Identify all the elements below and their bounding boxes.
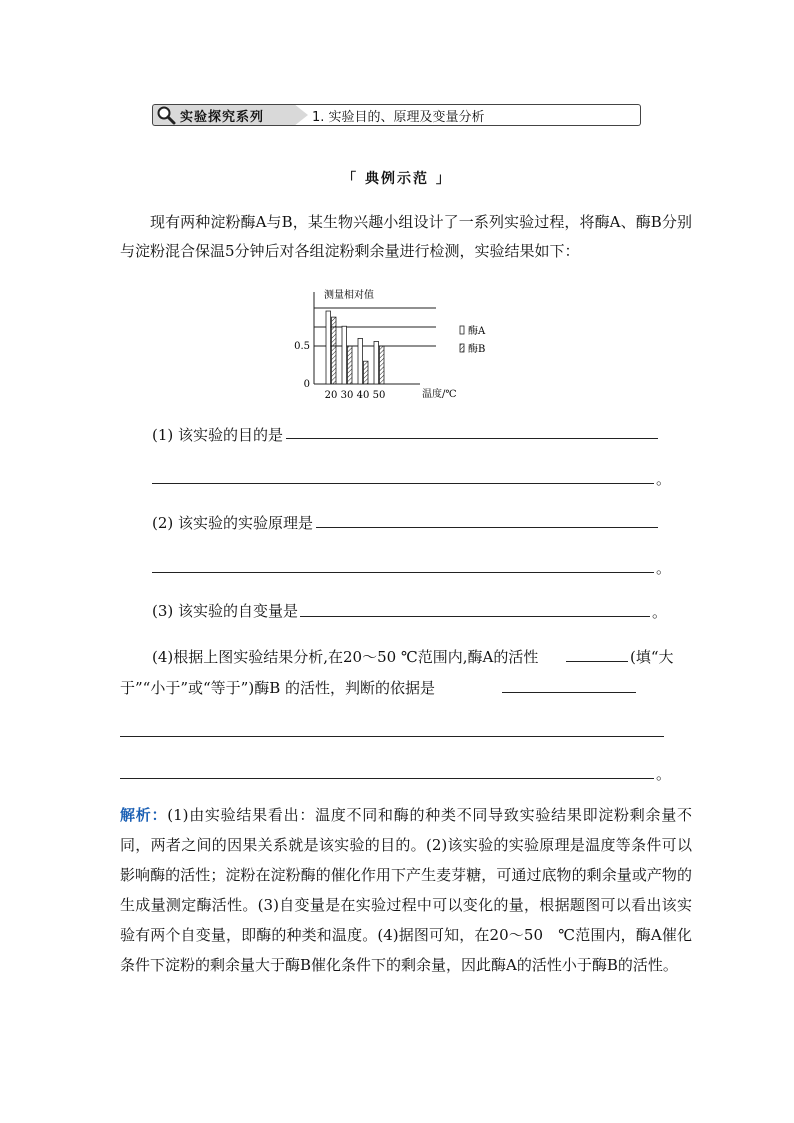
question-4-line-1a: (4)根据上图实验结果分析,在20～50 ℃范围内,酶A的活性 (152, 648, 539, 666)
bar-酶B-20 (332, 317, 337, 384)
question-2-blank-2[interactable] (152, 572, 654, 573)
bar-chart (290, 282, 510, 402)
banner-series-label: 实验探究系列 (180, 110, 265, 125)
question-4-blank-comparison[interactable] (566, 661, 628, 662)
x-tick-label: 20 (324, 390, 338, 401)
question-4-blank-basis-1[interactable] (502, 692, 636, 693)
bar-酶B-50 (380, 346, 385, 384)
chart-tick-labels (294, 341, 385, 401)
intro-paragraph: 现有两种淀粉酶A与B，某生物兴趣小组设计了一系列实验过程，将酶A、酶B分别与淀粉混合保温5分钟后对各组淀粉剩余量进行检测，实验结果如下： (120, 213, 692, 260)
analysis-label: 解析： (120, 806, 168, 824)
y-tick-label: 0.5 (294, 341, 310, 352)
question-1-blank-2[interactable] (152, 483, 654, 484)
magnifier-icon (156, 105, 176, 125)
question-1-blank-1[interactable] (286, 438, 658, 439)
legend-label-酶B: 酶B (468, 344, 486, 355)
section-banner (152, 104, 642, 126)
legend-swatch-酶A (460, 326, 464, 334)
analysis-block (120, 800, 692, 980)
x-tick-label: 30 (340, 390, 354, 401)
y-axis-label: 测量相对值 (324, 290, 374, 301)
question-4-line-2: 于”“小于”或“等于”)酶B 的活性，判断的依据是 (120, 679, 435, 697)
question-3-blank[interactable] (300, 616, 650, 617)
question-2-period: 。 (656, 559, 672, 577)
chart-legend (460, 324, 486, 355)
question-4-blank-basis-3[interactable] (120, 778, 654, 779)
question-1-label: (1) 该实验的目的是 (152, 426, 284, 444)
bar-酶A-40 (358, 338, 363, 384)
x-axis-label: 温度/℃ (422, 389, 457, 400)
bar-酶A-20 (326, 311, 331, 384)
question-3-period: 。 (652, 603, 668, 621)
x-tick-label: 40 (356, 390, 370, 401)
analysis-text: (1)由实验结果看出：温度不同和酶的种类不同导致实验结果即淀粉剩余量不同，两者之间的因果关系就是该实验的目的。(2)该实验的实验原理是温度等条件可以影响酶的活性；淀粉在淀粉酶的催化作用下产生麦芽糖，可通过底物的剩余量或产物的生成量测定酶活性。(3)自变量是在实验过程中可以变化的量，根据题图可以看出该实验有两个自变量，即酶的种类和温度。(4)据图可知，在20～50 ℃范围内，酶A催化条件下淀粉的剩余量大于酶B催化条件下的剩余量，因此酶A的活性小于酶B的活性。 (120, 806, 692, 974)
question-4-blank-basis-2[interactable] (120, 736, 664, 737)
legend-label-酶A: 酶A (468, 326, 486, 337)
question-2-blank-1[interactable] (316, 527, 658, 528)
x-tick-label: 50 (372, 390, 386, 401)
bar-酶A-50 (374, 341, 379, 384)
legend-swatch-酶B (460, 344, 464, 352)
banner-topic-label: 1. 实验目的、原理及变量分析 (312, 110, 485, 125)
question-4-line-1b: (填“大 (630, 648, 674, 666)
chart-bars (326, 311, 384, 384)
bar-酶B-40 (364, 361, 369, 384)
question-1-period: 。 (656, 470, 672, 488)
question-2-label: (2) 该实验的实验原理是 (152, 514, 314, 532)
question-4-period: 。 (656, 765, 672, 783)
bar-酶A-30 (342, 326, 347, 384)
question-3-label: (3) 该实验的自变量是 (152, 602, 299, 620)
y-tick-label: 0 (303, 379, 310, 390)
example-title: 「 典例示范 」 (342, 171, 452, 187)
bar-酶B-30 (348, 346, 353, 384)
